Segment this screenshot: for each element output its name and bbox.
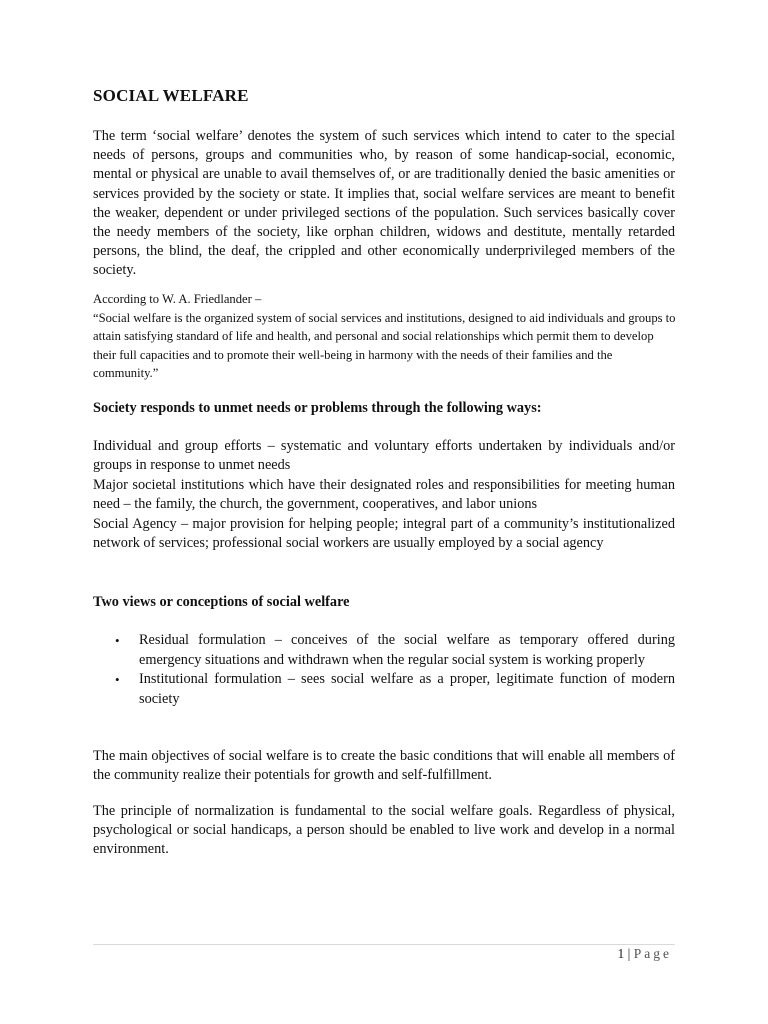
bullet-icon: • (115, 672, 120, 688)
intro-paragraph: The term ‘social welfare’ denotes the system of such services which intend to cater to the special needs of persons, groups and communities who, by reason of some handicap-social, economic, mental or physical are unable to avail themselves of, or are traditionally denied the basic amenities or services provided by the society or state. It implies that, social welfare services are meant to benefit the weaker, dependent or under privileged sections of the population. Such services basically cover the needy members of the society, like orphan children, widows and destitute, mentally retarded persons, the blind, the deaf, the crippled and other economically underprivileged members of the society. (93, 128, 675, 279)
list-item: Major societal institutions which have their designated roles and responsibilities for meeting human need – the family, the church, the government, cooperatives, and labor unions (93, 476, 675, 513)
views-heading: Two views or conceptions of social welfare (93, 594, 350, 610)
footer-separator: | (624, 946, 634, 961)
quote-block (93, 290, 679, 383)
normalization-paragraph: The principle of normalization is fundamental to the social welfare goals. Regardless of physical, psychological or social handicaps, a person should be enabled to live work and develop in a normal environment. (93, 803, 675, 858)
objectives-paragraph: The main objectives of social welfare is to create the basic conditions that will enable all members of the community realize their potentials for growth and self-fulfillment. (93, 748, 675, 784)
list-item: Individual and group efforts – systematic and voluntary efforts undertaken by individuals and/or groups in response to unmet needs (93, 438, 675, 474)
page-label: Page (633, 946, 672, 961)
list-item (93, 670, 675, 709)
list-item-text: Institutional formulation – sees social welfare as a proper, legitimate function of modern society (139, 671, 675, 707)
bullet-icon: • (115, 633, 120, 648)
page-footer (618, 946, 672, 962)
quote-text: “Social welfare is the organized system of social services and institutions, designed to aid individuals and groups to attain satisfying standard of life and health, and personal and social relationships which permit them to develop their full capacities and to promote their well-being in harmony with the needs of their families and the community.” (93, 310, 676, 381)
ways-heading: Society responds to unmet needs or problems through the following ways: (93, 400, 542, 416)
list-item: Social Agency – major provision for helping people; integral part of a community’s institutionalized network of services; professional social workers are usually employed by a social agency (93, 515, 675, 552)
quote-attribution: According to W. A. Friedlander – (93, 292, 262, 306)
page-title: SOCIAL WELFARE (93, 86, 249, 105)
list-item (93, 631, 675, 670)
views-list (93, 631, 675, 709)
footer-divider (93, 944, 675, 945)
ways-list (93, 437, 675, 553)
page-number: 1 (617, 946, 625, 961)
list-item-text: Residual formulation – conceives of the social welfare as temporary offered during emergency situations and withdrawn when the regular social system is working properly (139, 632, 675, 668)
